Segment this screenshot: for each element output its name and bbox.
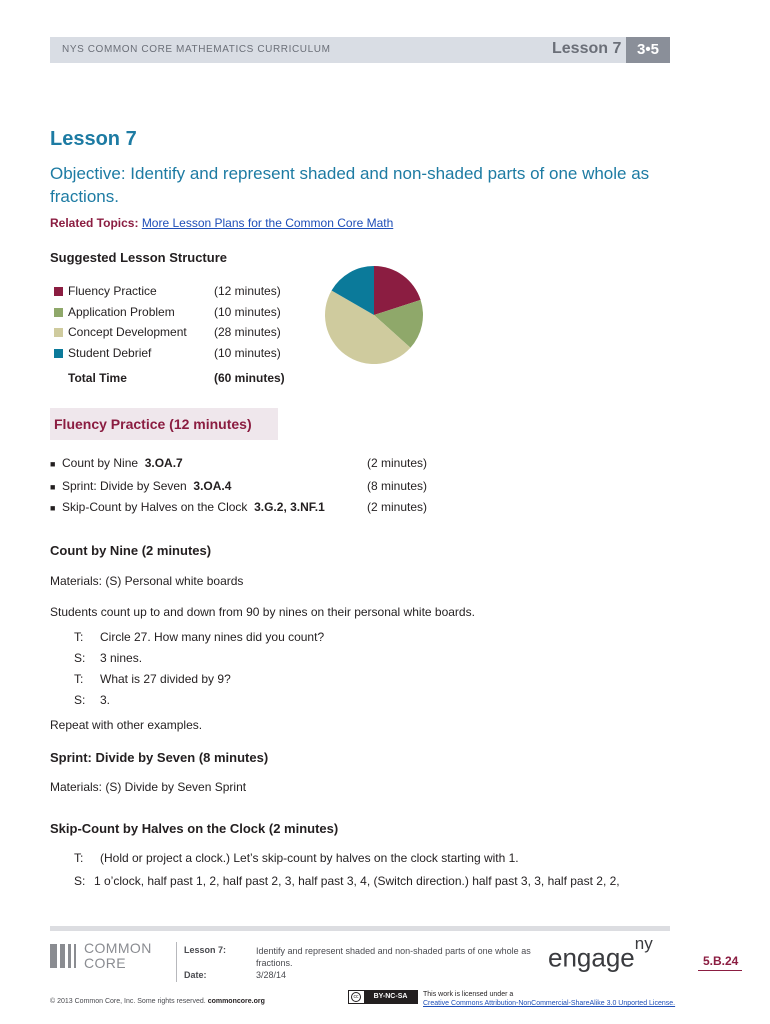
fluency-item-text <box>62 456 183 470</box>
cc-license-badge[interactable] <box>348 990 418 1004</box>
fluency-heading: Fluency Practice (12 minutes) <box>54 416 252 432</box>
dialog-text: 3 nines. <box>100 651 143 665</box>
copyright-text: © 2013 Common Core, Inc. Some rights reserved. <box>50 998 206 1005</box>
dialog-text: Circle 27. How many nines did you count? <box>100 630 325 644</box>
fluency-item <box>50 500 450 518</box>
legend-swatch <box>54 287 63 296</box>
related-topics-link[interactable]: More Lesson Plans for the Common Core Math <box>141 216 394 230</box>
logo-line-2: CORE <box>84 955 127 971</box>
fluency-item-standard: 3.G.2, 3.NF.1 <box>254 500 325 514</box>
structure-row <box>54 325 304 343</box>
fluency-item-title: Count by Nine <box>62 456 139 470</box>
sprint-heading: Sprint: Divide by Seven (8 minutes) <box>50 750 269 765</box>
sprint-materials: Materials: (S) Divide by Seven Sprint <box>50 780 247 794</box>
license-link[interactable]: Creative Commons Attribution-NonCommercial-ShareAlike 3.0 Unported License. <box>423 1000 676 1007</box>
fluency-item-text <box>62 500 325 514</box>
count-by-nine-intro: Students count up to and down from 90 by nines on their personal white boards. <box>50 605 475 619</box>
dialog-speaker: S: <box>74 651 86 665</box>
fluency-item-title: Sprint: Divide by Seven <box>62 479 187 493</box>
fluency-item-time: (2 minutes) <box>367 500 428 514</box>
total-time: (60 minutes) <box>214 371 285 385</box>
square-bullet-icon: ■ <box>50 459 56 469</box>
fluency-item-time: (2 minutes) <box>367 456 428 470</box>
structure-row <box>54 346 304 364</box>
copyright-site: commoncore.org <box>207 998 265 1005</box>
dialog-text: What is 27 divided by 9? <box>100 672 231 686</box>
dialog-text: 3. <box>100 693 111 707</box>
fluency-item <box>50 479 450 497</box>
logo-line-1: COMMON <box>84 940 152 956</box>
lesson-structure-pie <box>324 264 424 366</box>
license-line-1: This work is licensed under a <box>423 991 514 998</box>
legend-swatch <box>54 328 63 337</box>
fluency-item-text <box>62 479 231 493</box>
header-grade-module: 3•5 <box>626 37 670 63</box>
structure-heading: Suggested Lesson Structure <box>50 250 227 265</box>
structure-row-time: (10 minutes) <box>214 346 281 360</box>
lesson-title: Lesson 7 <box>50 128 137 150</box>
structure-row <box>54 305 304 323</box>
structure-row-name: Concept Development <box>68 325 187 339</box>
structure-row-name: Fluency Practice <box>68 284 157 298</box>
fluency-item-standard: 3.OA.4 <box>193 479 232 493</box>
footer-lesson-label: Lesson 7: <box>184 945 227 955</box>
structure-row-name: Application Problem <box>68 305 175 319</box>
dialog-text: (Hold or project a clock.) Let’s skip-count by halves on the clock starting with 1. <box>100 851 519 865</box>
fluency-item-time: (8 minutes) <box>367 479 428 493</box>
engage-sup: ny <box>634 934 653 953</box>
total-label: Total Time <box>68 371 127 385</box>
legend-swatch <box>54 308 63 317</box>
header-curriculum: NYS COMMON CORE MATHEMATICS CURRICULUM <box>62 44 331 55</box>
structure-row-name: Student Debrief <box>68 346 152 360</box>
count-by-nine-materials: Materials: (S) Personal white boards <box>50 574 244 588</box>
structure-row-time: (10 minutes) <box>214 305 281 319</box>
dialog-speaker: S: <box>74 693 86 707</box>
engage-text: engage <box>548 942 635 973</box>
structure-row <box>54 284 304 302</box>
square-bullet-icon: ■ <box>50 482 56 492</box>
footer-lesson-desc: Identify and represent shaded and non-shaded parts of one whole as fractions. <box>256 946 531 968</box>
copyright <box>50 998 265 1005</box>
square-bullet-icon: ■ <box>50 503 56 513</box>
header-lesson: Lesson 7 <box>552 40 622 57</box>
footer-date: 3/28/14 <box>256 970 287 980</box>
structure-row-time: (28 minutes) <box>214 325 281 339</box>
page-number-underline <box>698 970 742 971</box>
engageny-logo <box>548 934 653 974</box>
dialog-speaker: S: <box>74 874 86 888</box>
fluency-item-standard: 3.OA.7 <box>144 456 183 470</box>
dialog-speaker: T: <box>74 630 84 644</box>
common-core-logo <box>50 940 180 970</box>
count-by-nine-heading: Count by Nine (2 minutes) <box>50 543 212 558</box>
structure-row-time: (12 minutes) <box>214 284 281 298</box>
dialog-speaker: T: <box>74 851 84 865</box>
count-by-nine-closing: Repeat with other examples. <box>50 718 203 732</box>
cc-badge-text: BY-NC-SA <box>364 991 417 1003</box>
cc-icon: cc <box>351 992 361 1002</box>
legend-swatch <box>54 349 63 358</box>
dialog-text: 1 o’clock, half past 1, 2, half past 2, 3, half past 3, 4, (Switch direction.) half past 3, 3, half past 2, 2, <box>94 874 620 888</box>
page-number: 5.B.24 <box>703 954 739 968</box>
footer-date-label: Date: <box>184 970 207 980</box>
common-core-logo-icon <box>50 944 78 968</box>
objective: Objective: Identify and represent shaded and non-shaded parts of one whole as fractions. <box>50 164 650 206</box>
footer-rule <box>50 926 670 931</box>
skip-count-heading: Skip-Count by Halves on the Clock (2 minutes) <box>50 821 339 836</box>
structure-total-row <box>54 371 304 389</box>
fluency-item-title: Skip-Count by Halves on the Clock <box>62 500 248 514</box>
related-topics-label: Related Topics: <box>50 216 139 230</box>
footer-divider <box>176 942 177 982</box>
dialog-speaker: T: <box>74 672 84 686</box>
related-topics <box>50 216 393 230</box>
fluency-item <box>50 456 450 474</box>
